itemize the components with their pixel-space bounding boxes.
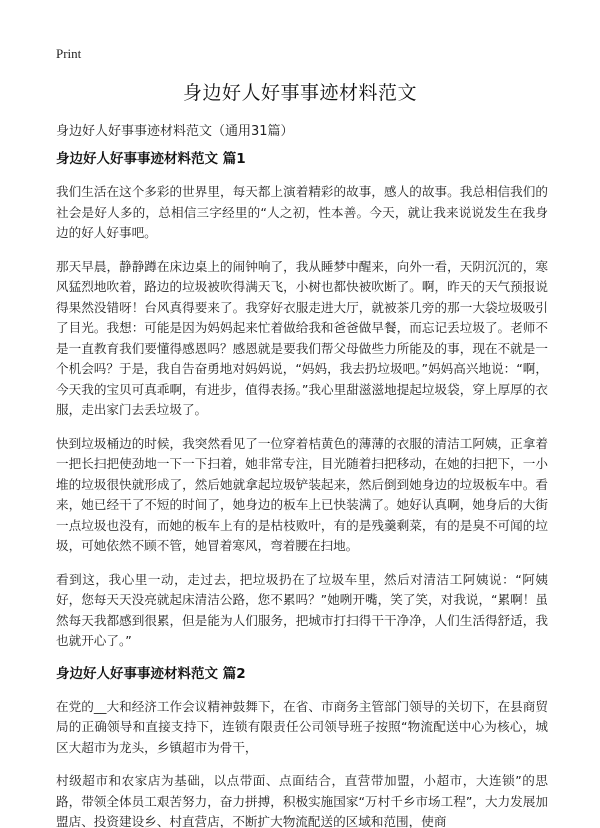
- paragraph: 我们生活在这个多彩的世界里，每天都上演着精彩的故事，感人的故事。我总相信我们的社会是好人多的，总相信三字经里的“人之初，性本善。今天，就让我来说说发生在我身边的好人好事吧。: [56, 184, 548, 240]
- paragraph: 在党的__大和经济工作会议精神鼓舞下，在省、市商务主管部门领导的关切下，在县商贸局的正确领导和直接支持下，连锁有限责任公司领导班子按照“物流配送中心为核心，城区大超市为龙头，乡镇超市为骨干，: [56, 698, 548, 755]
- article-section-1: [56, 150, 548, 652]
- document-title: 身边好人好事事迹材料范文: [182, 82, 417, 104]
- section-heading: 身边好人好事事迹材料范文 篇2: [56, 665, 246, 682]
- section-heading: 身边好人好事事迹材料范文 篇1: [56, 151, 246, 167]
- document-body: [56, 150, 548, 828]
- print-link[interactable]: Print: [56, 46, 82, 61]
- paragraph: 那天早晨，静静蹲在床边桌上的闹钟响了，我从睡梦中醒来，向外一看，天阴沉沉的，寒风猛烈地吹着，路边的垃圾被吹得满天飞，小树也都快被吹断了。啊，昨天的天气预报说得果然没错呀！台风真得要来了。我穿好衣服走进大厅，就被茶几旁的那一大袋垃圾吸引了目光。我想：可能是因为妈妈起来忙着做给我和爸爸做早餐，而忘记丢垃圾了。老师不是一直教育我们要懂得感恩吗？感恩就是要我们帮父母做些力所能及的事，现在不就是一个机会吗？于是，我自告奋勇地对妈妈说，“妈妈，我去扔垃圾吧。”妈妈高兴地说：“啊，今天我的宝贝可真乖啊，有进步，值得表扬。”我心里甜滋滋地提起垃圾袋，穿上厚厚的衣服，走出家门去丢垃圾了。: [56, 258, 548, 417]
- paragraph: 快到垃圾桶边的时候，我突然看见了一位穿着桔黄色的薄薄的衣服的清洁工阿姨，正拿着一把长扫把使劲地一下一下扫着，她非常专注，目光随着扫把移动，在她的扫把下，一小堆的垃圾很快就形成了，然后她就拿起垃圾铲装起来，然后倒到她身边的垃圾板车中。看来，她已经干了不短的时间了，她身边的板车上已快装满了。她好认真啊，她身后的大街一点垃圾也没有，而她的板车上有的是枯枝败叶，有的是残羹剩菜，有的是臭不可闻的垃圾，可她依然不顾不管，她冒着寒风，弯着腰在扫地。: [56, 435, 548, 553]
- paragraph: 村级超市和农家店为基础，以点带面、点面结合，直营带加盟，小超市，大连锁”的思路，带领全体员工艰苦努力，奋力拼搏，积极实施国家“万村千乡市场工程”，大力发展加盟店、投资建设乡、村直营店，不断扩大物流配送的区域和范围，使商: [56, 773, 548, 828]
- article-section-2: [56, 665, 548, 828]
- paragraph: 看到这，我心里一动，走过去，把垃圾扔在了垃圾车里，然后对清洁工阿姨说：“阿姨好，您每天天没亮就起床清洁公路，您不累吗？”她咧开嘴，笑了笑，对我说，“累啊！虽然每天我都感到很累，但是能为人们服务，把城市打扫得干干净净，人们生活得舒适，我也就开心了。”: [56, 571, 548, 648]
- document-subtitle: 身边好人好事事迹材料范文（通用31篇）: [56, 124, 294, 139]
